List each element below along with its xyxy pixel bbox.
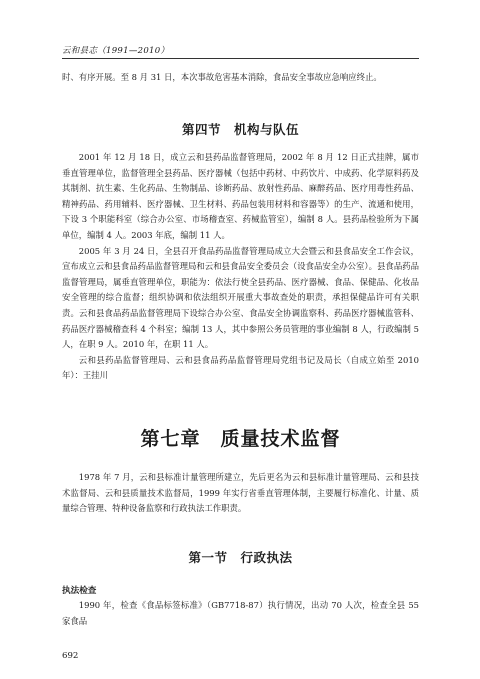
page-number: 692 xyxy=(62,651,79,661)
paragraph: 1978 年 7 月，云和县标准计量管理所建立，先后更名为云和县标准计量管理局、云和县技术监督局、云和县质量技术监督局，1999 年实行省垂直管理体制，主要履行标准化、计量、质量综合管理、特种设备监察和行政执法工作职责。 xyxy=(62,472,419,514)
subheading: 执法检查 xyxy=(62,586,97,596)
paragraph: 时、有序开展。至 8 月 31 日，本次事故危害基本消除，食品安全事故应急响应终止。 xyxy=(62,72,382,82)
section-title: 第四节 机构与队伍 xyxy=(181,122,299,137)
paragraph: 1990 年，检查《食品标签标准》（GB7718-87）执行情况，出动 70 人次，检查全县 55 家食品 xyxy=(62,600,419,626)
paragraph: 云和县药品监督管理局、云和县食品药品监督管理局党组书记及局长（自成立始至 2010 年）：王挂川 xyxy=(62,354,419,381)
header-rule xyxy=(62,58,419,59)
section-body xyxy=(62,598,419,629)
running-header: 云和县志（1991—2010） xyxy=(62,46,170,56)
top-fragment xyxy=(62,70,419,86)
chapter-title: 第七章 质量技术监督 xyxy=(140,428,341,450)
section-body xyxy=(62,150,419,384)
section-title: 第一节 行政执法 xyxy=(188,550,293,565)
paragraph: 2001 年 12 月 18 日，成立云和县药品监督管理局，2002 年 8 月 12 日正式挂牌，属市垂直管理单位，监督管理全县药品、医疗器械（包括中药材、中药饮片、中成药、化学原料药及其制剂、抗生素、生化药品、生物制品、诊断药品、放射性药品、麻醉药品、医疗用毒性药品、精神药品、药用辅料、医疗器械、卫生材料、药品包装用材料和容器等）的生产、流通和使用，下设 3 个职能科室（综合办公室、市场稽查室、药械监管室），编制 8 人。县药品检验所为下属单位，编制 4 人。2003 年底，编制 11 人。 xyxy=(62,152,419,240)
chapter-intro xyxy=(62,470,419,517)
paragraph: 2005 年 3 月 24 日，全县召开食品药品监督管理局成立大会暨云和县食品安全工作会议，宣布成立云和县食品药品监督管理局和云和县食品安全委员会（设食品安全办公室）。县食品药品监督管理局，属垂直管理单位，职能为：依法行使全县药品、医疗器械、食品、保健品、化妆品安全管理的综合监督；组织协调和依法组织开展重大事故查处的职责，承担保健品许可有关职责。云和县食品药品监督管理局下设综合办公室、食品安全协调监察科、药品医疗器械监管科、药品医疗器械稽查科 4 个科室；编制 13 人，其中参照公务员管理的事业编制 8 人，行政编制 5 人，在职 9 人。2010 年，在职 11 人。 xyxy=(62,245,419,350)
